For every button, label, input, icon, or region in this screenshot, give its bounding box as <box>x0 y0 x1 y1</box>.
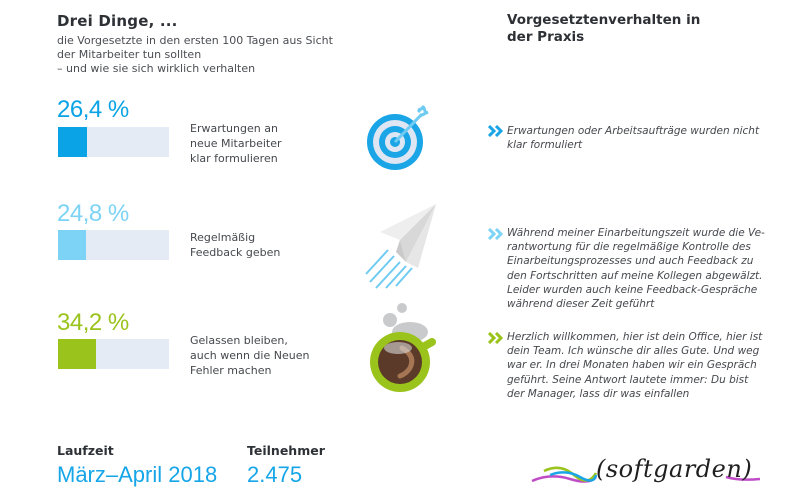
bar-track-expectations <box>58 127 169 157</box>
percent-value-feedback: 24,8 % <box>57 200 129 227</box>
page-title: Drei Dinge, ... <box>57 12 178 30</box>
subtitle-line: – und wie sie sich wirklich verhalten <box>57 62 256 75</box>
double-chevron-icon <box>488 228 504 240</box>
label-line: neue Mitarbeiter <box>190 137 282 150</box>
quote-line: rantwortung für die regelmäßige Kontrolle des <box>507 241 751 254</box>
title-line: der Praxis <box>507 29 585 45</box>
label-line: Feedback geben <box>190 246 281 259</box>
item-label-calm <box>190 333 309 378</box>
bar-fill-expectations <box>58 127 87 157</box>
item-label-feedback <box>190 230 280 260</box>
quote-line: Herzlich willkommen, hier ist dein Office, hier ist <box>507 331 763 343</box>
label-line: auch wenn die Neuen <box>190 349 310 362</box>
label-line: klar formulieren <box>190 152 278 165</box>
label-line: Gelassen bleiben, <box>190 334 288 347</box>
quote-line: der Manager, lass dir was einfallen <box>507 387 690 400</box>
quote-line: während dieser Zeit geführt <box>507 298 655 311</box>
runtime-label: Laufzeit <box>57 443 114 458</box>
paper-plane-icon <box>360 200 440 292</box>
coffee-cup-icon <box>360 302 440 402</box>
percent-value-calm: 34,2 % <box>57 309 129 336</box>
subtitle-line: die Vorgesetzte in den ersten 100 Tagen aus Sicht <box>57 34 333 47</box>
percent-value-expectations: 26,4 % <box>57 96 129 123</box>
logo-text: (softgarden) <box>596 455 753 483</box>
subtitle-line: der Mitarbeiter tun sollten <box>57 48 202 61</box>
quote-line: dein Team. Ich wünsche dir alles Gute. Und weg <box>507 345 760 358</box>
quote-line: klar formuliert <box>507 139 583 152</box>
quote-line: war er. In drei Monaten haben wir ein Gespräch <box>507 359 757 372</box>
bar-track-calm <box>58 339 169 369</box>
runtime-value: März–April 2018 <box>57 462 218 487</box>
section-title-practice <box>507 12 700 46</box>
quote-line: Erwartungen oder Arbeitsaufträge wurden nicht <box>507 125 760 137</box>
bar-fill-calm <box>58 339 96 369</box>
double-chevron-icon <box>488 332 504 344</box>
bar-track-feedback <box>58 230 169 260</box>
label-line: Erwartungen an <box>190 122 278 135</box>
quote-line: den Fortschritten auf meine Kollegen abgewälzt. <box>507 269 763 282</box>
target-icon <box>362 104 434 172</box>
double-chevron-icon <box>488 125 504 137</box>
item-label-expectations <box>190 121 282 166</box>
softgarden-logo <box>530 455 770 495</box>
participants-value: 2.475 <box>247 462 303 487</box>
title-line: Vorgesetztenverhalten in <box>507 12 701 28</box>
page-subtitle <box>57 34 333 76</box>
quote-line: Einarbeitungsprozesses und auch Feedback zu <box>507 255 754 268</box>
quote-line: geführt. Seine Antwort lautete immer: Du bist <box>507 373 749 386</box>
participants-label: Teilnehmer <box>247 443 325 458</box>
label-line: Regelmäßig <box>190 231 256 244</box>
quote-line: Leider wurden auch keine Feedback-Gespräche <box>507 283 758 296</box>
bar-fill-feedback <box>58 230 86 260</box>
quote-line: Während meiner Einarbeitungszeit wurde die Ve- <box>507 227 765 239</box>
label-line: Fehler machen <box>190 364 272 377</box>
